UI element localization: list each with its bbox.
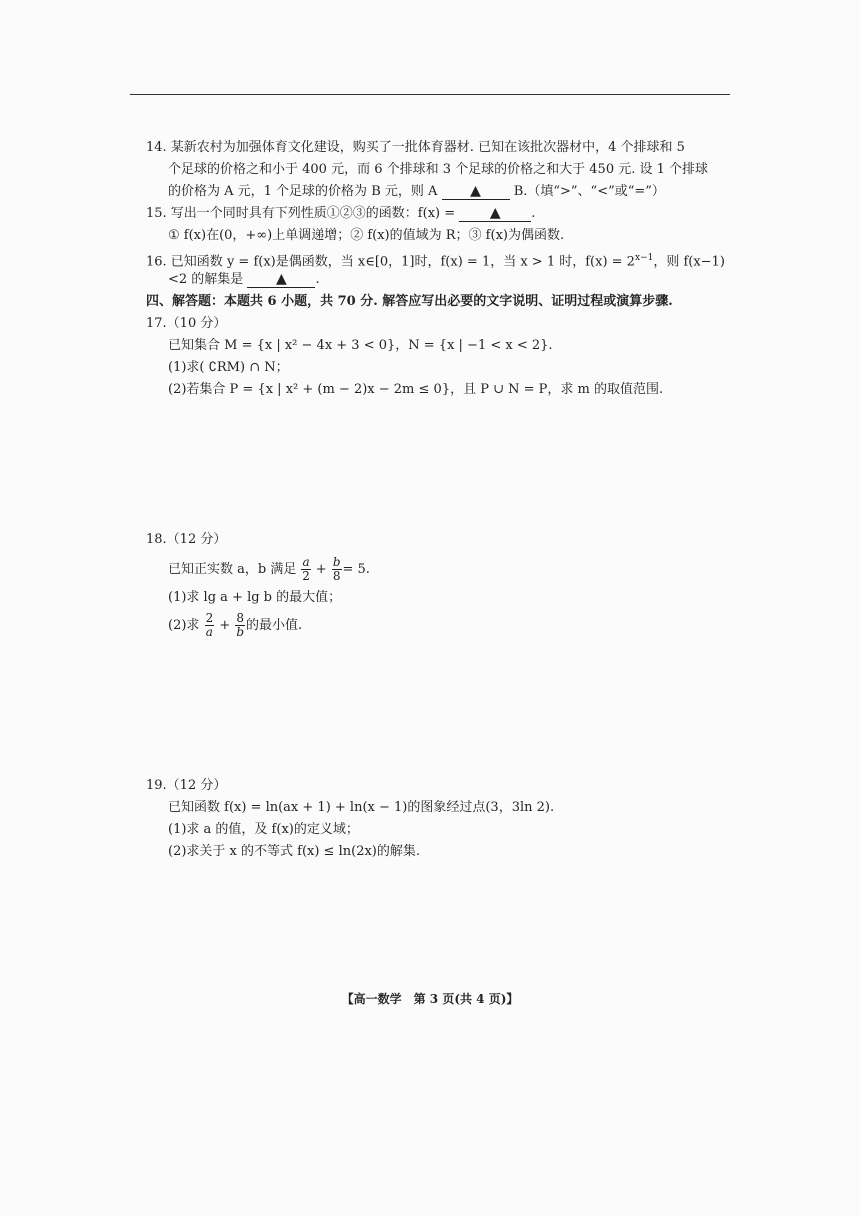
section-4-heading: 四、解答题：本题共 6 小题，共 70 分. 解答应写出必要的文字说明、证明过程或演算步骤. bbox=[146, 294, 673, 309]
q14-answer-blank bbox=[442, 184, 510, 200]
fraction-numerator: b bbox=[332, 555, 341, 569]
q15-answer-blank bbox=[459, 206, 531, 222]
q16-line-1 bbox=[146, 248, 725, 272]
q18-part-1: (1)求 lg a + lg b 的最大值； bbox=[168, 590, 342, 605]
triangle-icon: ▲ bbox=[276, 271, 287, 287]
triangle-icon: ▲ bbox=[470, 183, 481, 199]
fraction-numerator: 2 bbox=[205, 611, 214, 625]
q16-line-1-a: 16. 已知函数 y = f(x)是偶函数，当 x∈[0，1]时，f(x) = 1，当 x > 1 时，f(x) = 2 bbox=[146, 254, 635, 270]
q19-heading: 19.（12 分） bbox=[146, 778, 227, 793]
fraction-denominator: a bbox=[205, 625, 213, 639]
q18-stem-b: = 5. bbox=[342, 562, 370, 577]
q16-exponent: x−1 bbox=[634, 253, 654, 263]
q18-stem-a: 已知正实数 a，b 满足 bbox=[168, 562, 297, 577]
q15-line-2: ① f(x)在(0，+∞)上单调递增；② f(x)的值域为 R；③ f(x)为偶函数. bbox=[168, 228, 565, 243]
q15-line-1 bbox=[146, 204, 535, 224]
q16-line-2-b: . bbox=[315, 272, 320, 287]
fraction-denominator: 2 bbox=[302, 569, 310, 583]
q18-stem bbox=[168, 556, 370, 584]
q14-line-1: 14. 某新农村为加强体育文化建设，购买了一批体育器材. 已知在该批次器材中，4 个排球和 5 bbox=[146, 140, 685, 155]
q16-line-2 bbox=[168, 270, 320, 290]
fraction-8-over-b bbox=[235, 612, 245, 639]
q17-stem: 已知集合 M = {x | x² − 4x + 3 < 0}，N = {x | −1 < x < 2}. bbox=[168, 338, 553, 353]
fraction-b-over-8 bbox=[332, 556, 342, 583]
q17-heading: 17.（10 分） bbox=[146, 316, 227, 331]
q18-heading: 18.（12 分） bbox=[146, 532, 227, 547]
page-footer: 【高一数学 第 3 页(共 4 页)】 bbox=[341, 992, 519, 1006]
q17-part-1: (1)求( ∁RM) ∩ N； bbox=[168, 360, 289, 375]
fraction-denominator: b bbox=[236, 625, 245, 639]
q16-line-1-b: ，则 f(x−1) bbox=[653, 254, 725, 270]
q19-part-2: (2)求关于 x 的不等式 f(x) ≤ ln(2x)的解集. bbox=[168, 844, 420, 859]
header-rule bbox=[130, 94, 730, 95]
triangle-icon: ▲ bbox=[489, 205, 501, 221]
fraction-2-over-a bbox=[205, 612, 215, 639]
q17-part-2: (2)若集合 P = {x | x² + (m − 2)x − 2m ≤ 0}，且 P ∪ N = P，求 m 的取值范围. bbox=[168, 382, 664, 397]
q15-line-1-a: 15. 写出一个同时具有下列性质①②③的函数：f(x) = bbox=[146, 206, 456, 221]
plus-sign: + bbox=[219, 618, 231, 633]
q14-line-3-b: B.（填“>”、“<”或“=”） bbox=[513, 184, 665, 199]
fraction-numerator: 8 bbox=[236, 611, 245, 625]
q15-line-1-b: . bbox=[531, 206, 536, 221]
q19-stem: 已知函数 f(x) = ln(ax + 1) + ln(x − 1)的图象经过点(3，3ln 2). bbox=[168, 800, 555, 815]
plus-sign: + bbox=[315, 562, 327, 577]
fraction-a-over-2 bbox=[301, 556, 310, 583]
fraction-numerator: a bbox=[302, 555, 310, 569]
q19-part-1: (1)求 a 的值，及 f(x)的定义域； bbox=[168, 822, 359, 837]
q18-part-2 bbox=[168, 612, 302, 640]
q14-line-3 bbox=[168, 182, 665, 202]
q18-part-2-a: (2)求 bbox=[168, 618, 200, 633]
fraction-denominator: 8 bbox=[332, 569, 341, 583]
q18-part-2-b: 的最小值. bbox=[246, 618, 303, 633]
q16-line-2-a: <2 的解集是 bbox=[168, 272, 244, 287]
q16-answer-blank bbox=[247, 272, 315, 288]
q14-line-2: 个足球的价格之和小于 400 元，而 6 个排球和 3 个足球的价格之和大于 450 元. 设 1 个排球 bbox=[168, 162, 709, 177]
q14-line-3-a: 的价格为 A 元，1 个足球的价格为 B 元，则 A bbox=[168, 184, 438, 199]
